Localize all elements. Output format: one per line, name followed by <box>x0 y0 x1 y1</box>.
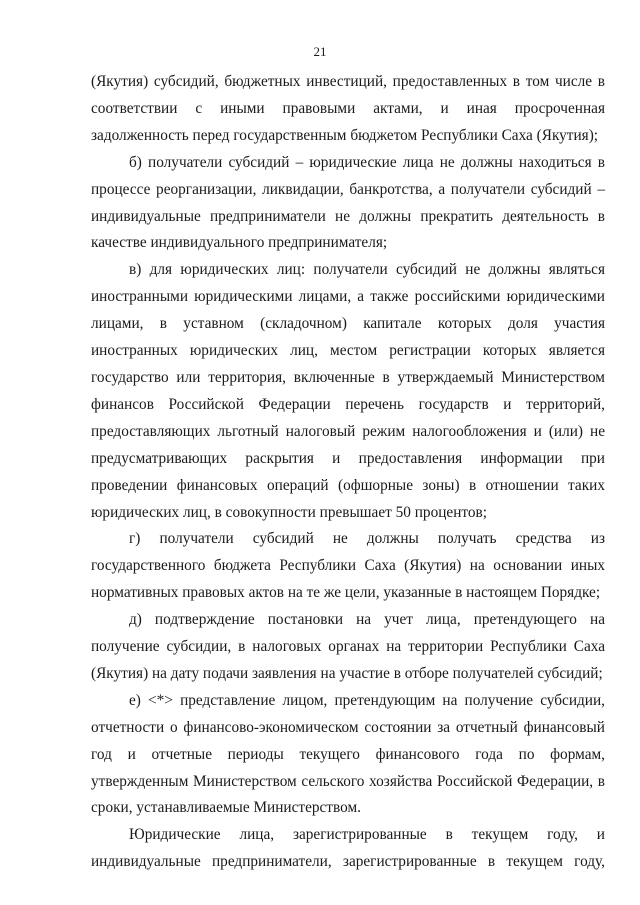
paragraph-v: в) для юридических лиц: получатели субсидий не должны являться иностранными юридическими лицами, а также российскими юридическими лицами, в уставном (складочном) капитале которых доля участия иностранных юридических лиц, местом регистрации которых является государство или территория, включенные в утверждаемый Министерством финансов Российской Федерации перечень государств и территорий, предоставляющих льготный налоговый режим налогообложения и (или) не предусматривающих раскрытия и предоставления информации при проведении финансовых операций (офшорные зоны) в отношении таких юридических лиц, в совокупности превышает 50 процентов; <box>91 261 605 521</box>
document-body <box>91 69 605 876</box>
paragraph-e: е) <*> представление лицом, претендующим на получение субсидии, отчетности о финансово-экономическом состоянии за отчетный финансовый год и отчетные периоды текущего финансового года по формам, утвержденным Министерством сельского хозяйства Российской Федерации, в сроки, устанавливаемые Министерством. <box>91 691 605 817</box>
paragraph-continuation: (Якутия) субсидий, бюджетных инвестиций, предоставленных в том числе в соответствии с иными правовыми актами, и иная просроченная задолженность перед государственным бюджетом Республики Саха (Якутия); <box>91 73 605 144</box>
page-number: 21 <box>313 44 327 59</box>
paragraph-d: д) подтверждение постановки на учет лица, претендующего на получение субсидии, в налоговых органах на территории Республики Саха (Якутия) на дату подачи заявления на участие в отборе получателей субсидий; <box>91 611 605 682</box>
paragraph-g: г) получатели субсидий не должны получать средства из государственного бюджета Республики Саха (Якутия) на основании иных нормативных правовых актов на те же цели, указанные в настоящем Порядке; <box>91 530 605 602</box>
paragraph-registered: Юридические лица, зарегистрированные в текущем году, и индивидуальные предприниматели, зарегистрированные в текущем году, <box>91 826 605 871</box>
paragraph-b: б) получатели субсидий – юридические лица не должны находиться в процессе реорганизации, ликвидации, банкротства, а получатели субсидий – индивидуальные предприниматели не должны прекратить деятельность в качестве индивидуального предпринимателя; <box>91 153 605 252</box>
